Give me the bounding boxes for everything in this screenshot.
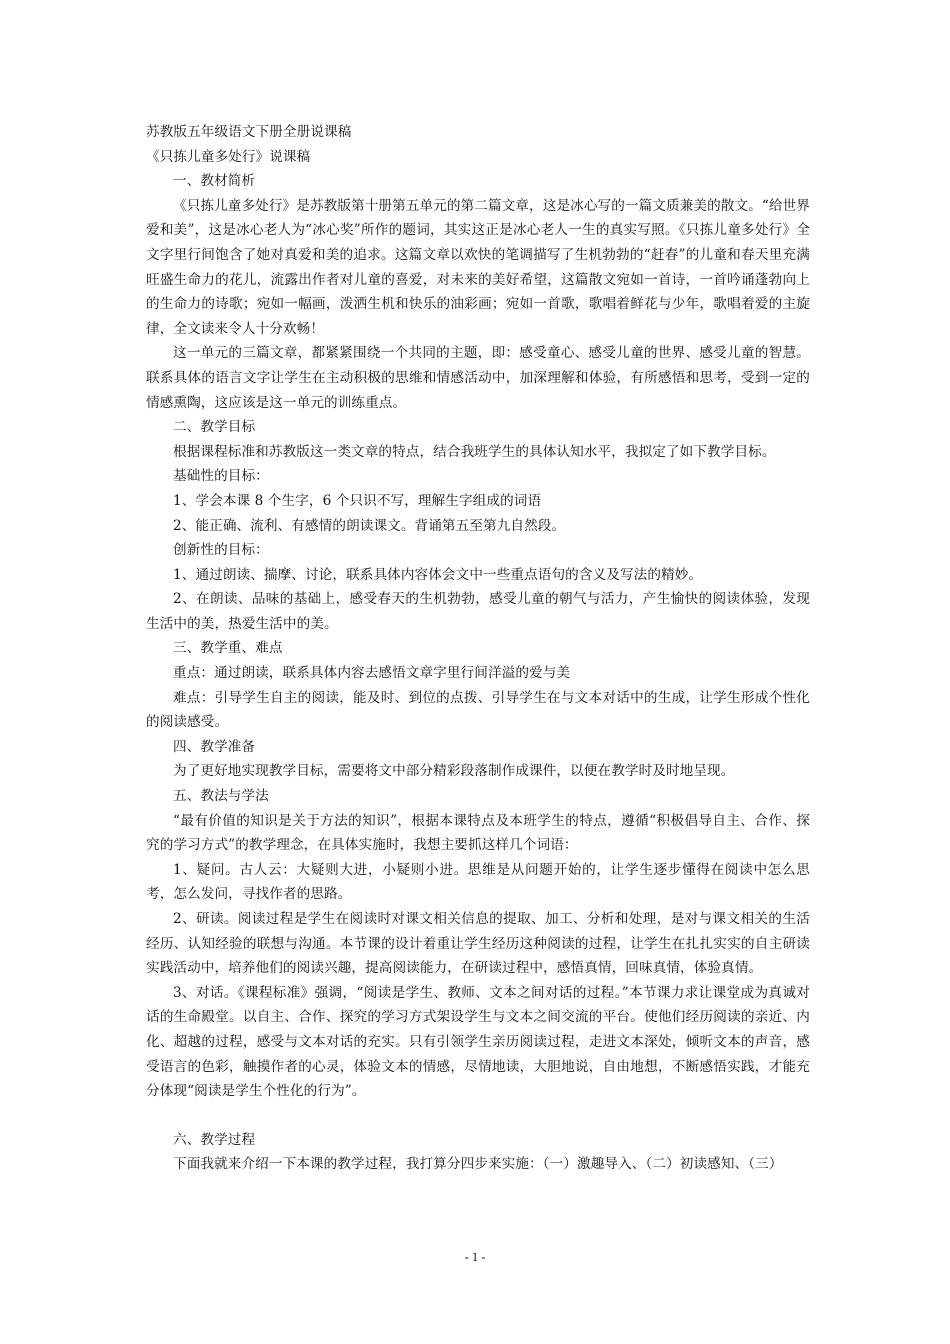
paragraph: 创新性的目标： [173, 542, 269, 559]
paragraph: 3、对话。《课程标准》强调，“阅读是学生、教师、文本之间对话的过程。”本节课力求让课堂成为真诚对话的生命殿堂。以自主、合作、探究的学习方式架设学生与文本之间交流的平台。使他们经历阅读的亲近、内化、超越的过程，感受与文本对话的充实。只有引领学生亲历阅读过程，走进文本深处，倾听文本的声音，感受语言的色彩，触摸作者的心灵，体验文本的情感，尽情地读，大胆地说，自由地想，不断感悟实践，才能充分体现“阅读是学生个性化的行为”。 [146, 984, 810, 1100]
document-body [146, 120, 810, 1177]
paragraph: 2、能正确、流利、有感情的朗读课文。背诵第五至第九自然段。 [173, 517, 566, 534]
paragraph: 难点：引导学生自主的阅读，能及时、到位的点拨、引导学生在与文本对话中的生成，让学生形成个性化的阅读感受。 [146, 689, 810, 731]
document-subtitle: 《只拣儿童多处行》说课稿 [146, 148, 311, 165]
paragraph: 1、学会本课 8 个生字，6 个只识不写，理解生字组成的词语 [173, 492, 542, 509]
paragraph-gap [146, 1104, 810, 1128]
paragraph: 为了更好地实现教学目标，需要将文中部分精彩段落制作成课件，以便在教学时及时地呈现。 [173, 763, 735, 780]
paragraph: 下面我就来介绍一下本课的教学过程，我打算分四步来实施：（一）激趣导入、（二）初读感知、（三） [173, 1156, 783, 1173]
paragraph: 重点：通过朗读，联系具体内容去感悟文章字里行间洋溢的爱与美 [173, 665, 571, 682]
paragraph: 《只拣儿童多处行》是苏教版第十册第五单元的第二篇文章，这是冰心写的一篇文质兼美的散文。“给世界爱和美”，这是冰心老人为“冰心奖”所作的题词，其实这正是冰心老人一生的真实写照。《只拣儿童多处行》全文字里行间饱含了她对真爱和美的追求。这篇文章以欢快的笔调描写了生机勃勃的“赶春”的儿童和春天里充满旺盛生命力的花儿，流露出作者对儿童的喜爱，对未来的美好希望，这篇散文宛如一首诗，一首吟诵蓬勃向上的生命力的诗歌；宛如一幅画，泼洒生机和快乐的油彩画；宛如一首歌，歌唱着鲜花与少年，歌唱着爱的主旋律，全文读来令人十分欢畅！ [146, 197, 810, 337]
document-title: 苏教版五年级语文下册全册说课稿 [146, 124, 352, 140]
paragraph: 基础性的目标： [173, 468, 269, 485]
paragraph: 2、在朗读、品味的基础上，感受春天的生机勃勃，感受儿童的朝气与活力，产生愉快的阅读体验，发现生活中的美，热爱生活中的美。 [146, 591, 810, 632]
paragraph: 1、疑问。古人云：大疑则大进，小疑则小进。思维是从问题开始的，让学生逐步懂得在阅读中怎么思考，怎么发问，寻找作者的思路。 [146, 861, 810, 903]
paragraph: 根据课程标准和苏教版这一类文章的特点，结合我班学生的具体认知水平，我拟定了如下教学目标。 [173, 443, 776, 460]
paragraph-list [146, 169, 810, 1177]
paragraph: 六、教学过程 [173, 1131, 256, 1148]
page-number: - 1 - [464, 1250, 486, 1264]
paragraph: “最有价值的知识是关于方法的知识”，根据本课特点及本班学生的特点，遵循“积极倡导自主、合作、探究的学习方式”的教学理念，在具体实施时，我想主要抓这样几个词语： [146, 812, 810, 854]
paragraph: 2、研读。阅读过程是学生在阅读时对课文相关信息的提取、加工、分析和处理，是对与课文相关的生活经历、认知经验的联想与沟通。本节课的设计着重让学生经历这种阅读的过程，让学生在扎扎实实的自主研读实践活动中，培养他们的阅读兴趣，提高阅读能力，在研读过程中，感悟真情，回味真情，体验真情。 [146, 911, 810, 977]
paragraph: 四、教学准备 [173, 738, 256, 755]
paragraph: 二、教学目标 [173, 419, 256, 436]
paragraph: 1、通过朗读、揣摩、讨论，联系具体内容体会文中一些重点语句的含义及写法的精妙。 [173, 566, 703, 583]
paragraph: 这一单元的三篇文章，都紧紧围绕一个共同的主题，即：感受童心、感受儿童的世界、感受儿童的智慧。联系具体的语言文字让学生在主动积极的思维和情感活动中，加深理解和体验，有所感悟和思考，受到一定的情感熏陶，这应该是这一单元的训练重点。 [146, 345, 810, 411]
paragraph: 三、教学重、难点 [173, 640, 283, 657]
paragraph: 一、教材简析 [173, 173, 256, 190]
paragraph: 五、教法与学法 [173, 788, 269, 805]
